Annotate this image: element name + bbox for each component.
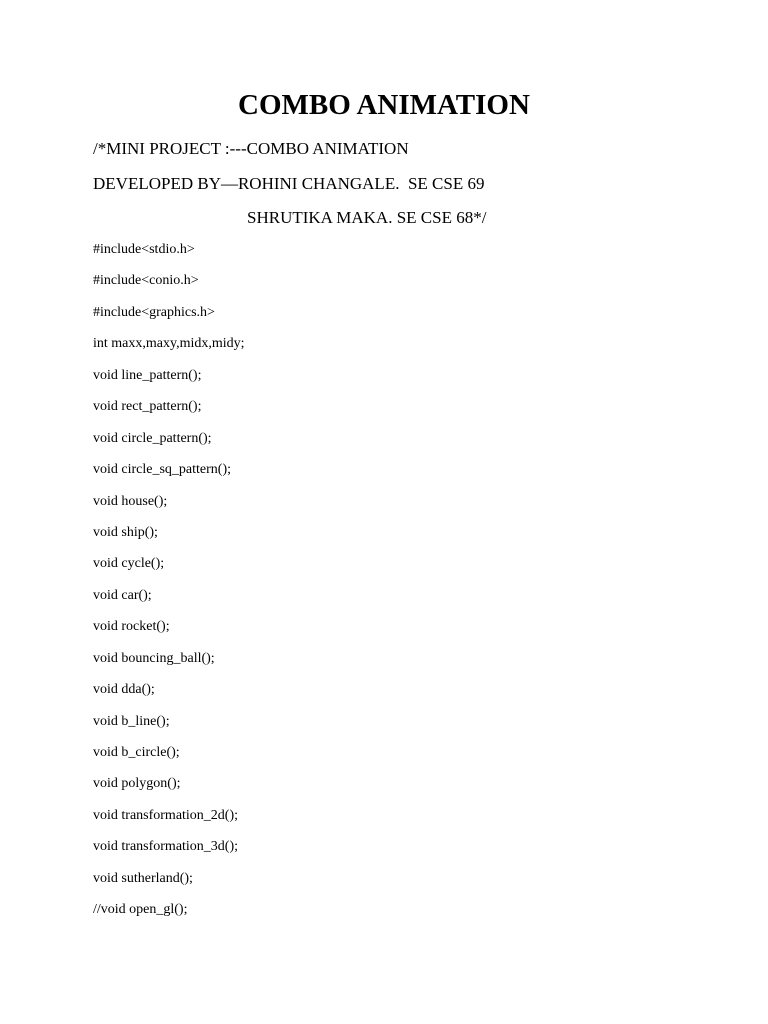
code-line: void bouncing_ball(); <box>93 650 215 666</box>
code-line: void rect_pattern(); <box>93 399 202 415</box>
code-line: void house(); <box>93 493 168 509</box>
code-listing <box>93 239 245 931</box>
header-developer-line-2: SHRUTIKA MAKA. SE CSE 68*/ <box>247 208 487 227</box>
code-line: void car(); <box>93 587 152 603</box>
code-line: //void open_gl(); <box>93 902 188 918</box>
code-line: void line_pattern(); <box>93 367 202 383</box>
code-line: void cycle(); <box>93 556 165 572</box>
code-line: void circle_sq_pattern(); <box>93 462 232 478</box>
code-line: #include<stdio.h> <box>93 242 195 257</box>
code-line: void sutherland(); <box>93 870 193 886</box>
code-line: void b_line(); <box>93 713 170 729</box>
code-line: void circle_pattern(); <box>93 430 212 446</box>
code-line: int maxx,maxy,midx,midy; <box>93 336 245 352</box>
code-line: void dda(); <box>93 682 155 698</box>
code-line: void transformation_2d(); <box>93 807 239 823</box>
code-line: #include<graphics.h> <box>93 304 215 320</box>
code-line: void ship(); <box>93 524 158 540</box>
code-line: void rocket(); <box>93 619 170 635</box>
code-line: #include<conio.h> <box>93 273 199 289</box>
header-developer-line: DEVELOPED BY—ROHINI CHANGALE. SE CSE 69 <box>93 174 485 193</box>
code-line: void b_circle(); <box>93 745 180 760</box>
code-line: void polygon(); <box>93 776 181 792</box>
document-title: COMBO ANIMATION <box>238 89 530 121</box>
code-line: void transformation_3d(); <box>93 839 239 855</box>
header-project-line: /*MINI PROJECT :---COMBO ANIMATION <box>93 139 409 158</box>
